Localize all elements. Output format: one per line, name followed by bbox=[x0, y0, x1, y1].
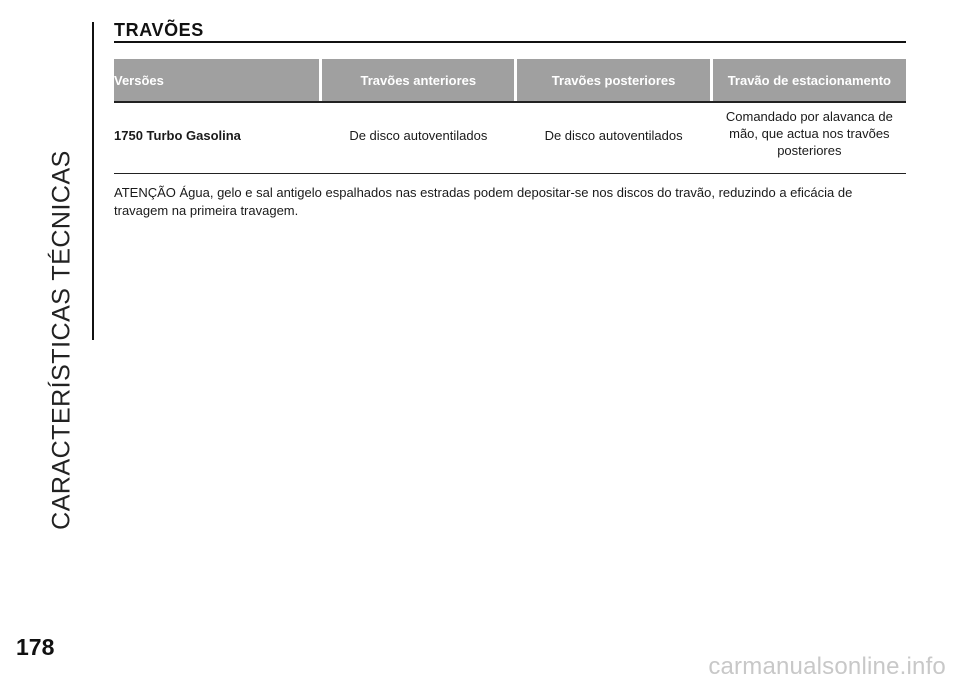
brakes-table bbox=[114, 59, 906, 174]
section-title: TRAVÕES bbox=[114, 20, 204, 40]
title-divider bbox=[114, 41, 906, 43]
table-header-row bbox=[114, 59, 906, 101]
cell-rear-brakes: De disco autoventilados bbox=[544, 127, 683, 143]
chapter-title: CARACTERÍSTICAS TÉCNICAS bbox=[47, 150, 76, 530]
watermark: carmanualsonline.info bbox=[708, 653, 946, 680]
row-divider bbox=[114, 173, 906, 174]
header-front-brakes: Travões anteriores bbox=[322, 59, 514, 101]
cell-parking-brake: Comandado por alavanca de mão, que actua nos travões posteriores bbox=[725, 109, 893, 158]
header-versions: Versões bbox=[114, 59, 319, 101]
cell-front-brakes: De disco autoventilados bbox=[349, 127, 488, 143]
cell-version: 1750 Turbo Gasolina bbox=[114, 127, 241, 143]
header-rear-brakes: Travões posteriores bbox=[517, 59, 709, 101]
header-parking-brake: Travão de estacionamento bbox=[713, 59, 906, 101]
warning-note: ATENÇÃO Água, gelo e sal antigelo espalhados nas estradas podem depositar-se nos discos do travão, reduzindo a eficácia de travagem na primeira travagem. bbox=[114, 185, 853, 218]
table-row bbox=[114, 103, 906, 173]
page-number: 178 bbox=[16, 634, 55, 660]
chapter-divider bbox=[92, 22, 94, 340]
